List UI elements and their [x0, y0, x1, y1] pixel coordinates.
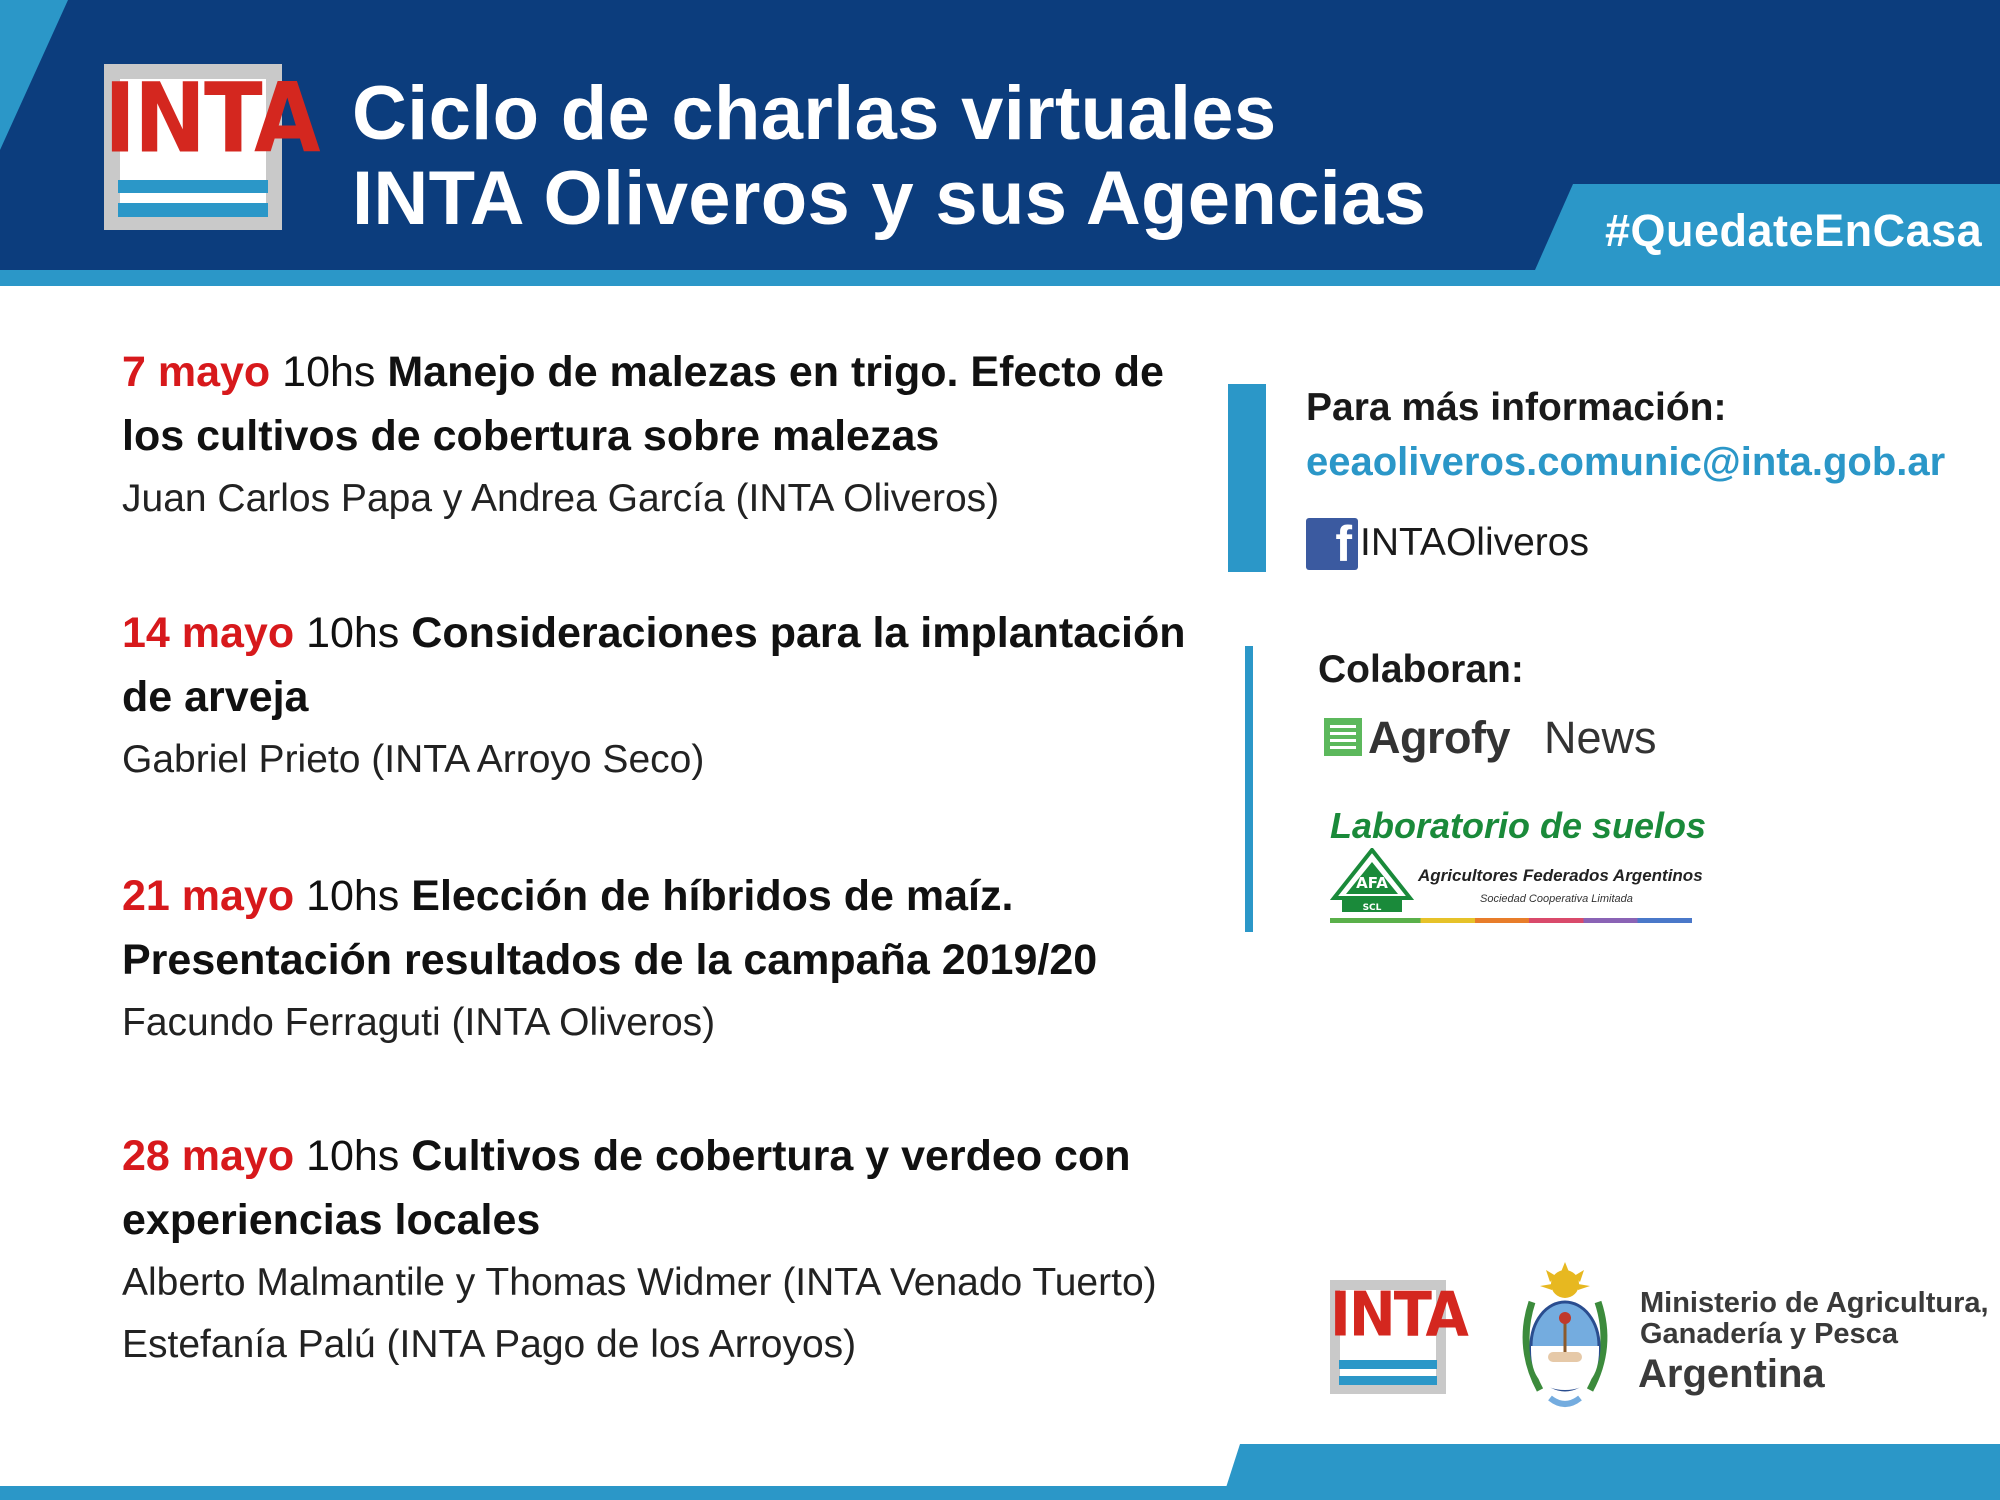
- afa-org-name: Agricultores Federados Argentinos: [1418, 866, 1703, 885]
- ministry-name-line-1: Ministerio de Agricultura,: [1640, 1287, 1989, 1319]
- event-date: 21 mayo: [122, 872, 295, 920]
- event-speaker: Juan Carlos Papa y Andrea García (INTA Oliveros): [122, 477, 1000, 520]
- contact-email-link[interactable]: eeaoliveros.comunic@inta.gob.ar: [1306, 440, 1946, 484]
- facebook-handle-link[interactable]: INTAOliveros: [1360, 521, 1589, 564]
- info-accent-bar: [1228, 384, 1266, 572]
- event-topic: Cultivos de cobertura y verdeo con experiencias locales: [122, 1132, 1131, 1244]
- event-date: 14 mayo: [122, 609, 295, 657]
- event-speaker: Alberto Malmantile y Thomas Widmer (INTA Venado Tuerto): [122, 1261, 1157, 1304]
- collaborators-title: Colaboran:: [1318, 648, 1524, 691]
- info-title: Para más información:: [1306, 386, 1727, 429]
- hashtag-label: #QuedateEnCasa: [1605, 205, 1983, 256]
- event-topic: Manejo de malezas en trigo. Efecto de los cultivos de cobertura sobre malezas: [122, 348, 1164, 460]
- event-topic: Consideraciones para la implantación de arveja: [122, 609, 1186, 721]
- event-time: 10hs: [306, 609, 400, 657]
- page-title-line-1: Ciclo de charlas virtuales: [352, 71, 1277, 156]
- footer-strip: [0, 1486, 2000, 1500]
- event-speaker: Facundo Ferraguti (INTA Oliveros): [122, 1001, 716, 1044]
- event-time: 10hs: [306, 872, 400, 920]
- header-corner-accent: [0, 0, 68, 150]
- lab-logo-title: Laboratorio de suelos: [1330, 805, 1707, 846]
- inta-logo-text: INTA: [104, 62, 319, 175]
- afa-emblem-text: AFA: [1356, 874, 1388, 892]
- event-date: 7 mayo: [122, 348, 271, 396]
- page-title-line-2: INTA Oliveros y sus Agencias: [352, 156, 1427, 241]
- event-item: [122, 1124, 1222, 1376]
- collaborators-accent-bar: [1245, 646, 1253, 932]
- event-item: [122, 340, 1222, 530]
- facebook-icon: f: [1306, 518, 1358, 570]
- event-time: 10hs: [306, 1132, 400, 1180]
- argentina-coat-of-arms-icon: [1512, 1262, 1618, 1412]
- event-speaker: Estefanía Palú (INTA Pago de los Arroyos): [122, 1323, 857, 1366]
- ministry-name-line-2: Ganadería y Pesca: [1640, 1318, 1898, 1350]
- agrofy-logo-icon: [1324, 718, 1362, 756]
- event-topic: Elección de híbridos de maíz. Presentación resultados de la campaña 2019/20: [122, 872, 1098, 984]
- afa-rainbow-divider: [1330, 918, 1692, 923]
- event-date: 28 mayo: [122, 1132, 295, 1180]
- ministry-country: Argentina: [1638, 1352, 1825, 1396]
- event-speaker: Gabriel Prieto (INTA Arroyo Seco): [122, 738, 705, 781]
- agrofy-logo-suffix: News: [1544, 712, 1657, 763]
- header-underline-strip: [0, 270, 2000, 286]
- inta-footer-logo-text: INTA: [1330, 1279, 1467, 1351]
- afa-emblem-icon: [1330, 848, 1414, 914]
- inta-footer-logo: [1330, 1279, 1467, 1394]
- event-item: [122, 601, 1222, 791]
- event-time: 10hs: [282, 348, 376, 396]
- afa-emblem-sub: SCL: [1362, 903, 1382, 913]
- agrofy-logo-name: Agrofy: [1368, 712, 1510, 763]
- event-item: [122, 864, 1222, 1054]
- inta-logo: [104, 62, 319, 230]
- afa-org-subtitle: Sociedad Cooperativa Limitada: [1480, 893, 1633, 905]
